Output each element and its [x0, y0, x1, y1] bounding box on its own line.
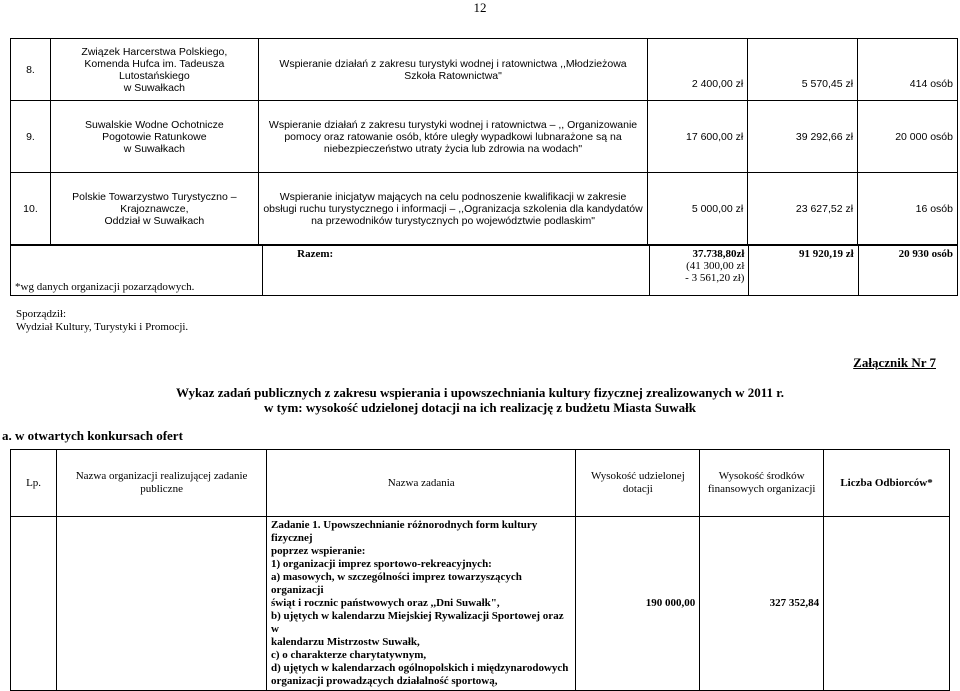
row-task: Zadanie 1. Upowszechnianie różnorodnych form kultury fizycznej poprzez wspieranie: 1) organizacji imprez sportowo-rekreacyjnych: a) masowych, w szczególności imprez towarzyszących organizacji świąt i rocznic państwowych oraz ,,Dni Suwałk", b) ujętych w kalendarzu Miejskiej Rywalizacji Sportowej oraz w kalendarzu Mistrzostw Suwałk, c) o charakterze charytatywnym, d) ujętych w kalendarzach ogólnopolskich i międzynarodowych organizacji prowadzących działalność sportową, [266, 517, 576, 691]
row-own: 327 352,84 [700, 517, 824, 691]
page-number: 12 [473, 0, 487, 15]
sum-total: 91 920,19 zł [749, 246, 858, 296]
row-task: Wspieranie działań z zakresu turystyki wodnej i ratownictwa – ,, Organizowanie pomocy oraz ratowanie osób, które uległy wypadkowi lubnarażone są na niebezpieczeństwo utraty życia lub zdrowia na wodach" [258, 101, 648, 173]
header-grant: Wysokość udzielonej dotacji [576, 450, 700, 517]
row-org: Związek Harcerstwa Polskiego, Komenda Hufca im. Tadeusza Lutostańskiego w Suwałkach [50, 39, 258, 101]
row-org: Suwalskie Wodne Ochotnicze Pogotowie Ratunkowe w Suwałkach [50, 101, 258, 173]
row-amount: 2 400,00 zł [648, 39, 748, 101]
tasks-table [10, 449, 950, 691]
row-org: Polskie Towarzystwo Turystyczno – Krajoznawcze, Oddział w Suwałkach [50, 173, 258, 245]
header-lp: Lp. [11, 450, 57, 517]
row-org [57, 517, 267, 691]
row-recipients: 16 osób [858, 173, 958, 245]
footnote: *wg danych organizacji pozarządowych. [11, 246, 263, 296]
row-grant: 190 000,00 [576, 517, 700, 691]
grants-table-continued [10, 38, 958, 245]
row-task: Wspieranie działań z zakresu turystyki wodnej i ratownictwa ,,Młodzieżowa Szkoła Ratownictwa" [258, 39, 648, 101]
row-recipients [824, 517, 950, 691]
prepared-label: Sporządził: [16, 308, 67, 320]
sum-amount: 37.738,80zł (41 300,00 zł - 3 561,20 zł) [649, 246, 749, 296]
row-recipients: 20 000 osób [858, 101, 958, 173]
row-amount: 5 000,00 zł [648, 173, 748, 245]
section-heading: a. w otwartych konkursach ofert [2, 428, 183, 443]
row-total: 39 292,66 zł [748, 101, 858, 173]
document-title: Wykaz zadań publicznych z zakresu wspierania i upowszechniania kultury fizycznej zrealizowanych w 2011 r. w tym: wysokość udzielonej dotacji na ich realizację z budżetu Miasta Suwałk [175, 385, 785, 415]
row-lp: 10. [11, 173, 51, 245]
sum-label: Razem: [263, 246, 650, 296]
row-lp: 9. [11, 101, 51, 173]
header-recipients: Liczba Odbiorców* [824, 450, 950, 517]
header-org: Nazwa organizacji realizującej zadanie publiczne [57, 450, 267, 517]
sum-recipients: 20 930 osób [858, 246, 957, 296]
table-row [11, 39, 958, 101]
row-lp [11, 517, 57, 691]
row-lp: 8. [11, 39, 51, 101]
header-own: Wysokość środków finansowych organizacji [700, 450, 824, 517]
prepared-by: Wydział Kultury, Turystyki i Promocji. [16, 321, 189, 333]
table-row [11, 173, 958, 245]
table-row [11, 517, 950, 691]
row-total: 5 570,45 zł [748, 39, 858, 101]
header-task: Nazwa zadania [266, 450, 576, 517]
row-amount: 17 600,00 zł [648, 101, 748, 173]
annex-label: Załącznik Nr 7 [853, 355, 936, 370]
summary-table [10, 245, 958, 296]
table-header-row [11, 450, 950, 517]
row-total: 23 627,52 zł [748, 173, 858, 245]
row-recipients: 414 osób [858, 39, 958, 101]
table-row [11, 101, 958, 173]
row-task: Wspieranie inicjatyw mających na celu podnoszenie kwalifikacji w zakresie obsługi ruchu turystycznego i informacji – ,,Ogranizacja szkolenia dla kandydatów na przewodników turystycznych po województwie podlaskim" [258, 173, 648, 245]
